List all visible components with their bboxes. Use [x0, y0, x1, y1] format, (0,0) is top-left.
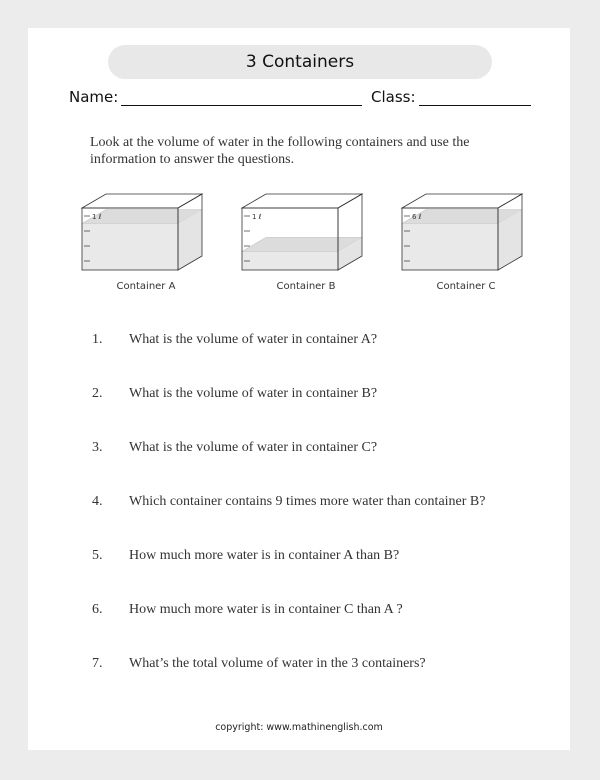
container-a	[76, 188, 216, 298]
container-c-diagram	[396, 188, 536, 278]
container-b-caption: Container B	[276, 281, 336, 292]
worksheet-title: 3 Containers	[108, 45, 492, 79]
name-field[interactable]	[121, 105, 362, 106]
scale-top-mark: 1 ℓ	[252, 213, 262, 221]
class-field[interactable]	[419, 105, 531, 106]
container-c-caption: Container C	[436, 281, 496, 292]
name-label: Name:	[69, 88, 119, 106]
question-number: 2.	[92, 386, 103, 401]
question-number: 4.	[92, 494, 103, 509]
question-number: 6.	[92, 602, 103, 617]
question-number: 5.	[92, 548, 103, 563]
question-text: What is the volume of water in container A?	[129, 332, 378, 347]
instructions-text: Look at the volume of water in the following containers and use the information to answer the questions.	[90, 135, 470, 167]
question-number: 1.	[92, 332, 103, 347]
question-text: How much more water is in container A than B?	[129, 548, 400, 563]
name-class-row	[69, 88, 539, 110]
container-c	[396, 188, 536, 298]
scale-top-mark: 6 ℓ	[412, 213, 422, 221]
question-text: Which container contains 9 times more water than container B?	[129, 494, 486, 509]
box-top-edge	[402, 194, 522, 208]
container-b-diagram	[236, 188, 376, 278]
question-text: What’s the total volume of water in the 3 containers?	[129, 656, 426, 671]
question-number: 3.	[92, 440, 103, 455]
containers-figure	[28, 188, 570, 298]
question-text: What is the volume of water in container B?	[129, 386, 378, 401]
question-text: How much more water is in container C than A ?	[129, 602, 403, 617]
question-number: 7.	[92, 656, 103, 671]
water-front	[82, 224, 178, 271]
box-top-edge	[242, 194, 362, 208]
question-text: What is the volume of water in container C?	[129, 440, 378, 455]
container-a-diagram	[76, 188, 216, 278]
scale-top-mark: 1 ℓ	[92, 213, 102, 221]
copyright-footer: copyright: www.mathinenglish.com	[215, 722, 383, 733]
water-front	[242, 251, 338, 270]
container-a-caption: Container A	[116, 281, 176, 292]
water-front	[402, 224, 498, 271]
worksheet-page	[28, 28, 570, 750]
box-top-edge	[82, 194, 202, 208]
container-b	[236, 188, 376, 298]
class-label: Class:	[371, 88, 416, 106]
